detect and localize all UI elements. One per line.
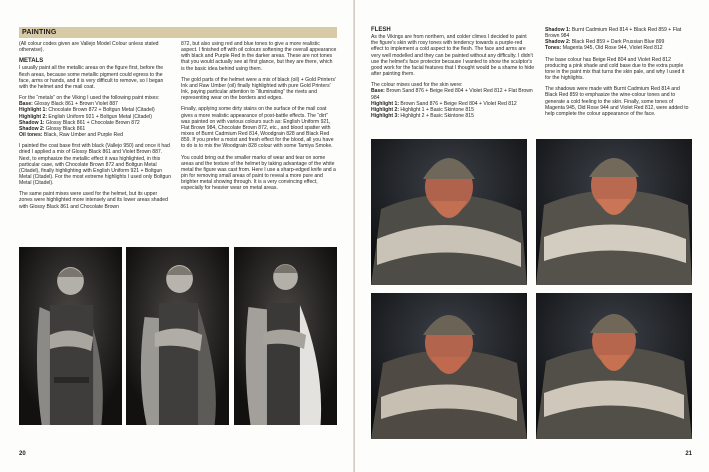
head-photo-bottom-right (536, 293, 692, 439)
metals-paragraph-2: For the “metals” on the Viking I used the following paint mixes: (19, 95, 160, 102)
mix-value: Highlight 2 + Basic Skintone 815 (399, 113, 474, 120)
mix-value: Glossy Black 861 + Brown Violet 887 (32, 101, 118, 108)
base-colour-paragraph: The base colour has Beige Red 804 and Violet Red 812 producing a pink shade and cold base due to the extra purple tone in the paint mix that turns the skin pale, and why I used it for the highlights. (545, 56, 685, 82)
mix-line (19, 132, 172, 138)
skin-mix-intro: The colour mixes used for the skin were: (371, 82, 463, 89)
shadow-mix-line (545, 45, 691, 51)
figure-photo-side (126, 247, 229, 425)
right-column-2 (545, 27, 691, 122)
skin-mix-line (371, 88, 535, 100)
metals-paragraph-1: I usually paint all the metallic areas on the figure first, before the flesh areas, because some metallic pigment could egress to the face, arms or hands, and it is very difficult to remove, so I began with the helmet and the mail coat. (19, 65, 164, 90)
mix-value: Magenta 945, Old Rose 944, Violet Red 812 (561, 45, 663, 52)
mix-label: Shadow 1: (545, 27, 571, 33)
right-page (355, 0, 709, 472)
mix-value: Brown Sand 876 + Beige Red 804 + Violet Red 812 + Flat Brown 984 (371, 88, 533, 101)
mix-value: Black Red 859 + Dark Prussian Blue 899 (570, 39, 665, 46)
shadow-mix-list (545, 27, 691, 52)
mix-value: Glossy Black 861 + Chocolate Brown 872 (44, 119, 140, 126)
page-number-left: 20 (19, 451, 26, 457)
shadow-mix-line (545, 27, 691, 39)
metals-heading: METALS (19, 58, 44, 65)
mix-label: Tones: (545, 45, 562, 52)
mix-value: Highlight 1 + Basic Skintone 815 (399, 106, 474, 113)
metals-paragraph-3: I painted the coat base first with black (Vallejo 950) and once it had dried I applied a mix of Glossy Black 861 and Violet Brown 887. Next, to emphasize the metallic effect it was highlighted, in this particular case, with Chocolate Brown 872 and Boltgun Metal (Citadel), finally highlighting with English Uniform 921 + Boltgun Metal (Citadel). For the most extreme highlights I used only Boltgun Metal (Citadel). (19, 143, 172, 187)
skin-mix-line (371, 113, 535, 119)
mix-label: Highlight 2: (19, 113, 48, 120)
metals-paragraph-4: The same paint mixes were used for the helmet, but its upper zones were highlighted more intensely and its lower areas shaded with Glossy Black 861 and Chocolate Brown (19, 191, 168, 210)
mix-label: Shadow 2: (545, 39, 571, 46)
intro-text: (All colour codes given are Vallejo Model Colour unless stated otherwise). (19, 41, 159, 54)
figure-photo-back (234, 247, 337, 425)
flesh-paragraph-1: As the Vikings are from northern, and colder climes I decided to paint the figure's skin with rosy tones with tendency towards a purple-red effect to implement a cold aspect to the flesh. The face and arms are very well modelled and they can be painted without any difficulty. I didn't use the helmet's face protector because I wanted to show the sculptor's good work for the facial features that I thought would be a shame to hide after painting them. (371, 34, 535, 78)
section-title-bar (19, 27, 337, 38)
shadows-paragraph: The shadows were made with Burnt Cadmium Red 814 and Black Red 859 to emphasize the wine-colour tones and to generate a cold feeling to the skin. Finally, some tones of Magenta 945, Old Rose 944 and Violet Red 812, were added to help complete the colour appearance of the face. (545, 86, 689, 117)
mix-value: Brown Sand 876 + Beige Red 804 + Violet Red 812 (399, 100, 517, 107)
page-number-right: 21 (685, 451, 692, 457)
head-photo-top-left (371, 139, 527, 285)
figure-photo-front (19, 247, 122, 425)
mix-label: Shadow 1: (19, 119, 45, 126)
mix-label: Oil tones: (19, 132, 43, 139)
right-column-1 (371, 27, 535, 119)
mix-value: English Uniform 921 + Boltgun Metal (Citadel) (47, 113, 152, 120)
helmet-paragraph-4: You could bring out the smaller marks of wear and tear on some areas and the texture of the helmet by taking advantage of the white metal the figure was cast from. Here I use a sharp-edged knife and a pin for removing small areas of paint to reveal a more pure and brighter metal showing through. It is a very convincing effect, especially for heavier wear on metal areas. (181, 154, 336, 192)
flesh-heading: FLESH (371, 27, 391, 33)
mix-label: Base: (19, 101, 33, 108)
left-column-1 (19, 41, 172, 215)
mix-label: Highlight 2: (371, 106, 400, 113)
left-column-2 (181, 41, 337, 196)
head-photo-bottom-left (371, 293, 527, 439)
head-photo-top-right (536, 139, 692, 285)
mix-value: Burnt Cadmium Red 814 + Black Red 859 + Flat Brown 984 (545, 27, 682, 40)
mix-value: Black, Raw Umber and Purple Red (42, 132, 123, 139)
helmet-paragraph-2: The gold parts of the helmet were a mix of black (oil) + Gold Printers' Ink and Raw Umber (oil) finally highlighted with pure Gold Printers' Ink, paying particular attention to “illuminating” the rivets and representing wear on the borders and edges. (181, 76, 336, 102)
section-title: PAINTING (22, 29, 57, 36)
helmet-paragraph-3: Finally, applying some dirty stains on the surface of the mail coat gives a more realistic appearance of post-battle effects. The “dirt” was painted on with various colours such as: English Uniform 921, Flat Brown 984, Chocolate Brown 872, etc., and blood spatter with mixes of Burnt Cadmium Red 814, Woodgrain 828 and Black Red 859. If you prefer a moist and fresh effect for the blood, all you have to do is to mix the Woodgrain 828 colour with some Tamiya Smoke. (181, 106, 334, 150)
mix-label: Highlight 3: (371, 113, 400, 120)
mix-label: Base: (371, 88, 385, 95)
mix-value: Glossy Black 861 (44, 125, 86, 132)
mix-label: Shadow 2: (19, 125, 45, 132)
left-page (0, 0, 354, 472)
skin-mix-list (371, 88, 535, 119)
helmet-paragraph-1: 872, but also using red and blue tones to give a more realistic aspect. I finished off with oil colours softening the overall appearance with black and Purple Red in the darker areas. These are not tones that you would actually see at first glance, but they are there, which is the basic idea behind using them. (181, 41, 337, 72)
metals-mix-list (19, 101, 172, 138)
mix-label: Highlight 1: (371, 100, 400, 107)
mix-label: Highlight 1: (19, 107, 48, 114)
mix-value: Chocolate Brown 872 + Boltgun Metal (Citadel) (47, 107, 155, 114)
